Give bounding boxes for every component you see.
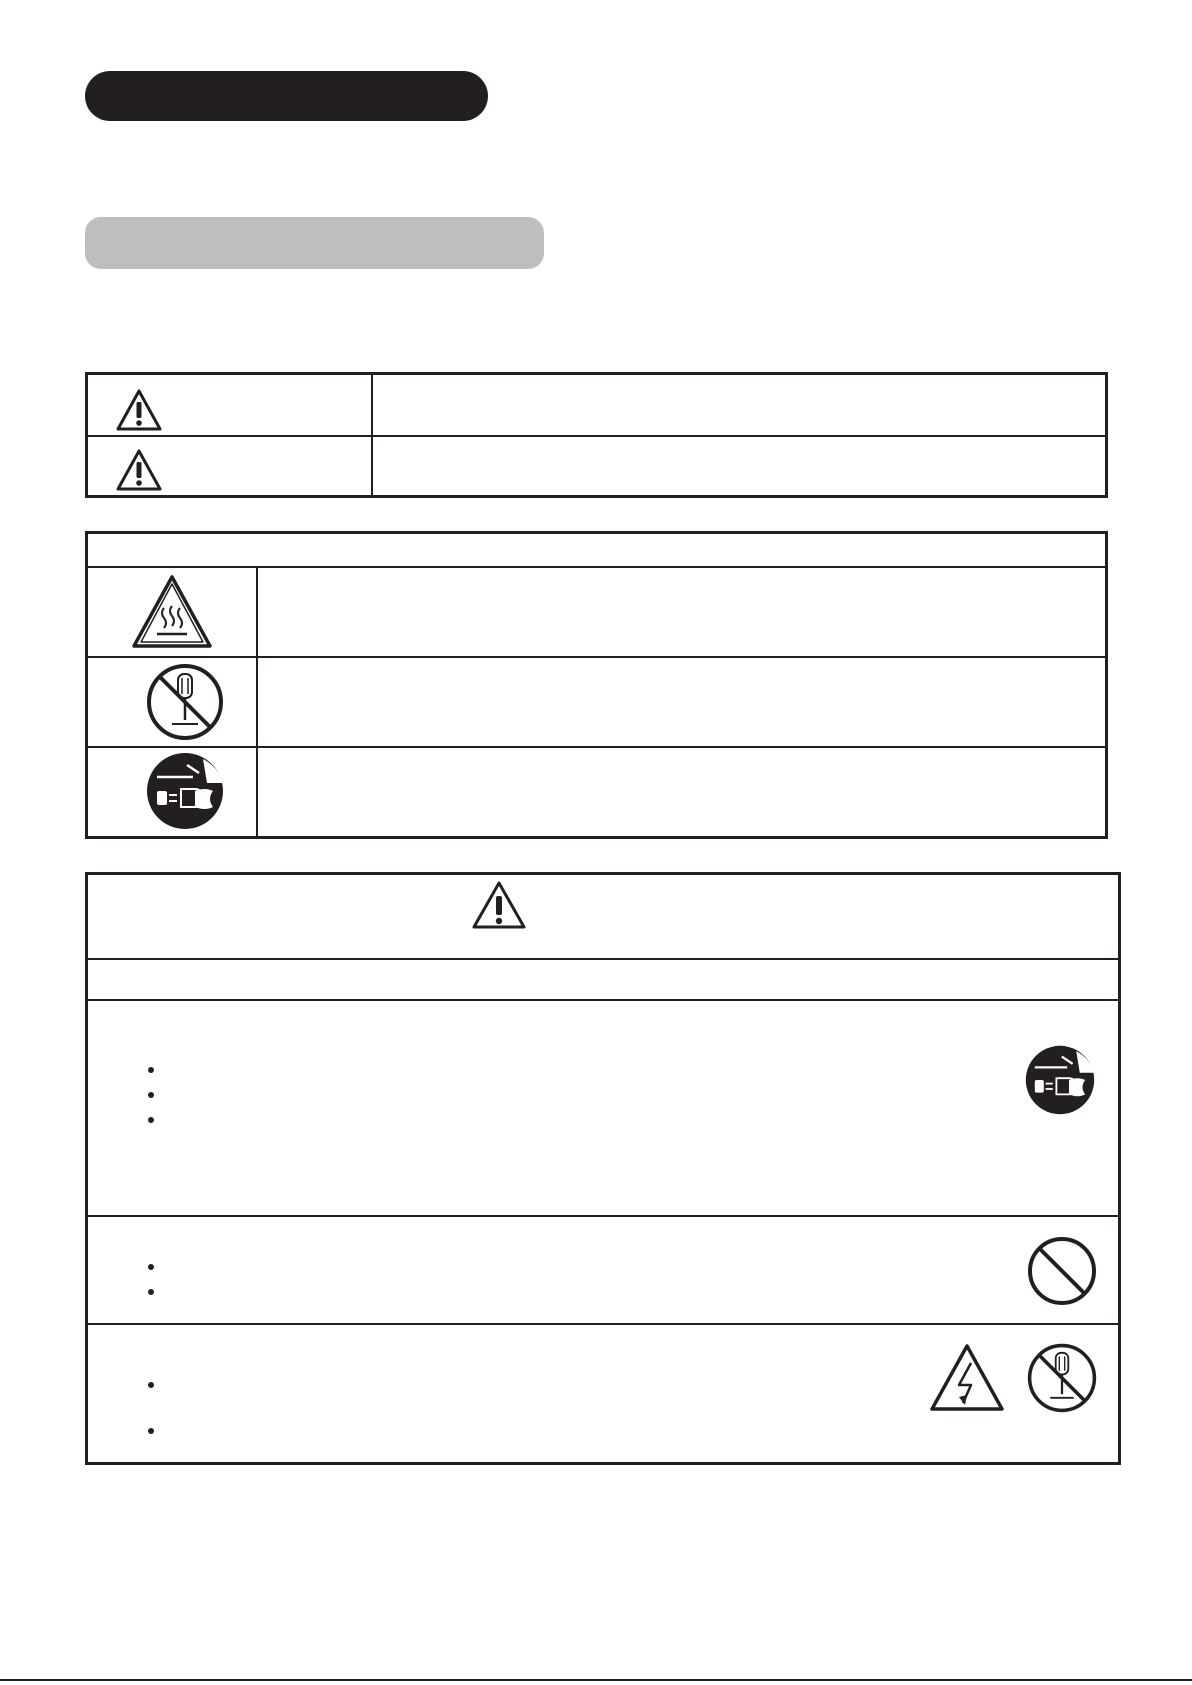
bullet-marker <box>148 1117 154 1123</box>
prohibited-icon <box>1026 1235 1098 1307</box>
bullet-marker <box>148 1067 154 1073</box>
electric-shock-icon <box>929 1343 1005 1413</box>
bullet-marker <box>148 1289 154 1295</box>
bullet-marker <box>148 1264 154 1270</box>
unplug-icon <box>145 751 225 831</box>
symbol-legend-table <box>85 531 1108 839</box>
unplug-icon <box>1024 1044 1096 1116</box>
hot-surface-icon <box>131 574 213 650</box>
bullet-marker <box>148 1092 154 1098</box>
warning-panel <box>85 872 1121 1465</box>
subsection-title-bar <box>85 217 544 269</box>
bullet-marker <box>148 1382 154 1388</box>
warning-triangle-icon <box>471 880 527 930</box>
no-disassembly-icon <box>145 662 225 742</box>
bullet-marker <box>148 1428 154 1434</box>
no-disassembly-icon <box>1026 1342 1098 1414</box>
page-bottom-rule <box>0 1679 1192 1681</box>
warning-triangle-icon <box>115 388 163 432</box>
section-title-bar <box>85 71 488 121</box>
signal-word-table <box>85 372 1108 498</box>
warning-triangle-icon <box>115 448 163 492</box>
